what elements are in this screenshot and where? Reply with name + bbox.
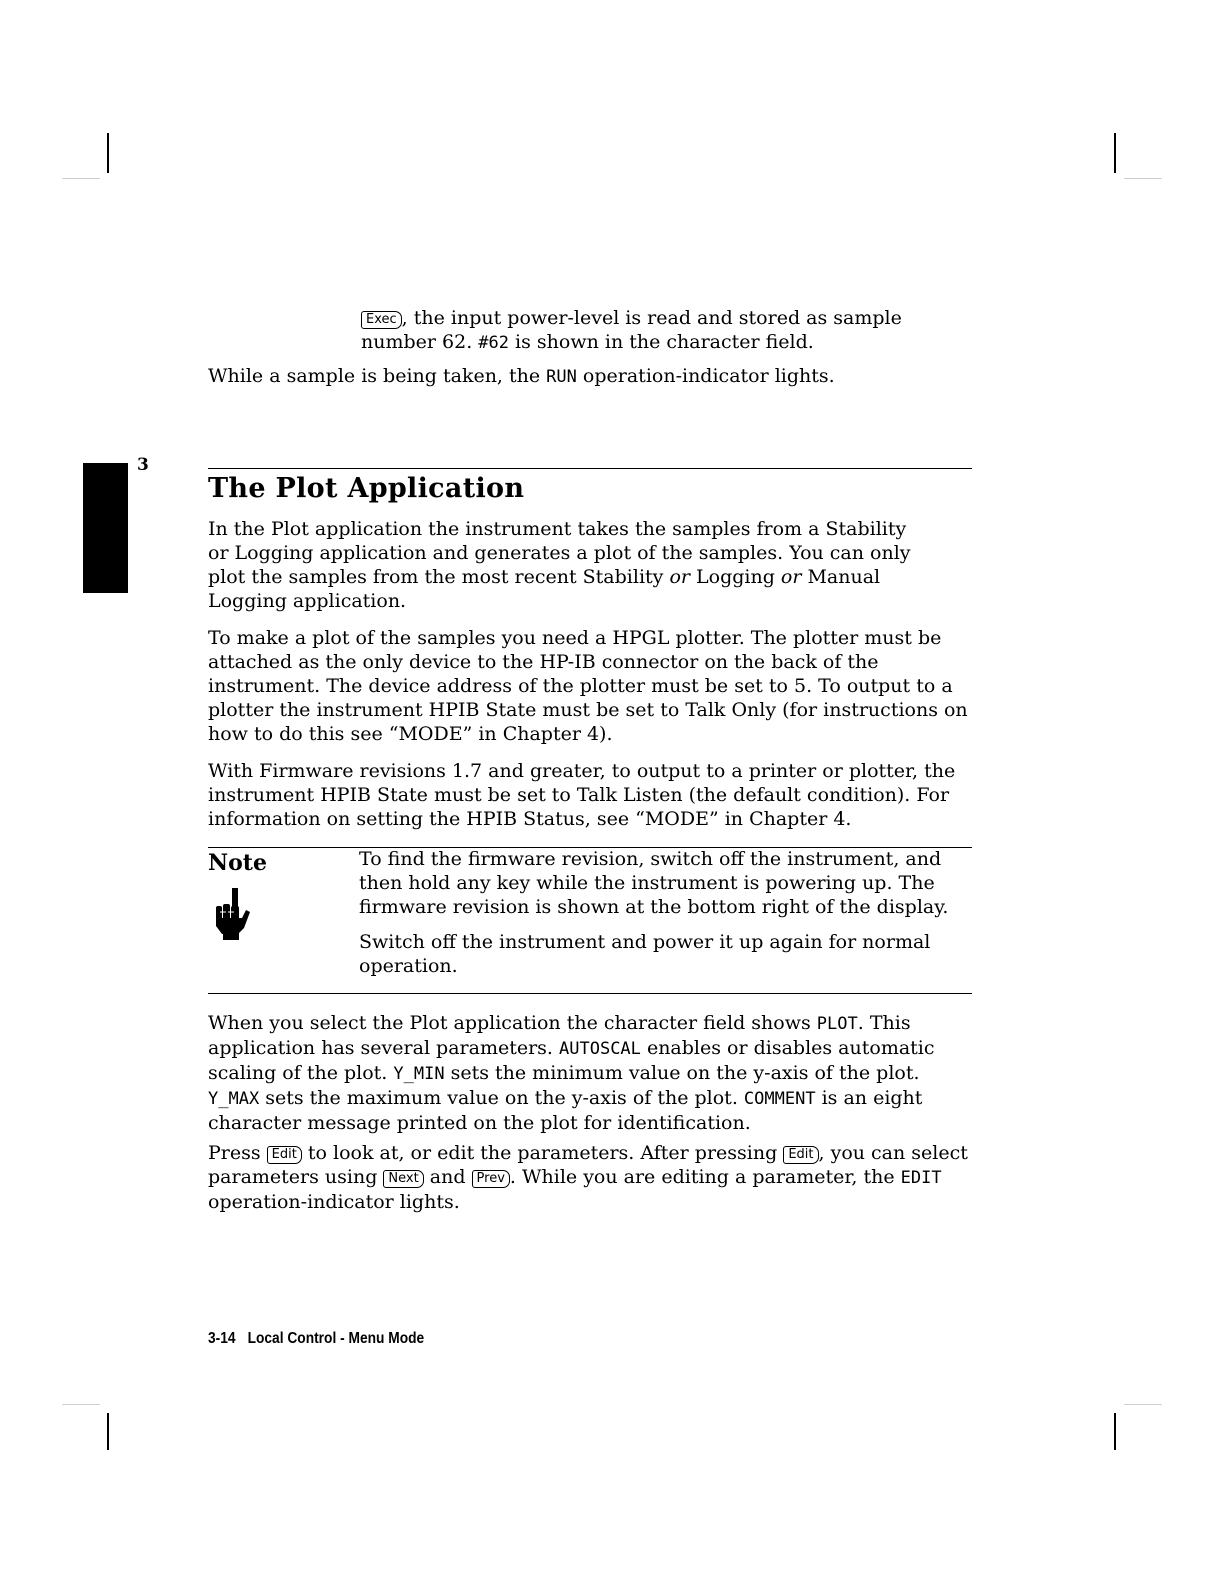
ymax-code: Y_MAX — [208, 1089, 260, 1109]
exec-key: Exec — [361, 311, 402, 329]
plot-code: PLOT — [816, 1014, 858, 1034]
edit-key-2: Edit — [783, 1146, 818, 1164]
crop-mark-bottom-left — [107, 1413, 109, 1450]
crop-mark-top-right — [1114, 133, 1116, 173]
comment-code: COMMENT — [743, 1089, 816, 1109]
footer-title: Local Control - Menu Mode — [247, 1330, 425, 1347]
params-paragraph: When you select the Plot application the character field shows PLOT. This application has several parameters. AUTOSCAL enables or disables automatic scaling of the plot. Y_MIN sets the minimum value on the y-axis of the plot. Y_MAX sets the maximum value on the y-axis of the plot. COMMENT is an eight character message printed on the plot for identification. — [208, 1012, 935, 1134]
crop-hairline-top-left — [62, 178, 100, 179]
edit-key: Edit — [267, 1146, 302, 1164]
intro-line-3: While a sample is being taken, the RUN operation-indicator lights. — [208, 365, 835, 387]
note-rule-bottom — [208, 993, 972, 994]
section-para-2: To make a plot of the samples you need a HPGL plotter. The plotter must be attached as the only device to the HP-IB connector on the back of the instrument. The device address of the plotter must be set to 5. To output to a plotter the instrument HPIB State must be set to Talk Only (for instructions on how to do this see “MODE” in Chapter 4). — [208, 627, 968, 745]
note-para-1: To find the firmware revision, switch off the instrument, and then hold any key while the instrument is powering up. The firmware revision is shown at the bottom right of the display. — [359, 848, 949, 918]
section-para-1: In the Plot application the instrument takes the samples from a Stability or Logging application and generates a plot of the samples. You can only plot the samples from the most recent Stability or Logging or Manual Logging application. — [208, 518, 911, 612]
press-paragraph: Press Edit to look at, or edit the parameters. After pressing Edit , you can select parameters using Next and Prev . While you are editing a parameter, the EDIT operation-indicator lights. — [208, 1142, 968, 1213]
autoscal-code: AUTOSCAL — [559, 1039, 641, 1059]
crop-mark-bottom-right — [1114, 1413, 1116, 1450]
intro-line-1: Exec , the input power-level is read and stored as sample number 62. #62 is shown in the character field. — [361, 307, 902, 353]
section-para-3: With Firmware revisions 1.7 and greater, to output to a printer or plotter, the instrument HPIB State must be set to Talk Listen (the default condition). For information on setting the HPIB Status, see “MODE” in Chapter 4. — [208, 760, 956, 830]
crop-hairline-bottom-left — [62, 1404, 100, 1405]
note-para-2: Switch off the instrument and power it up again for normal operation. — [359, 931, 931, 977]
section-title: The Plot Application — [208, 473, 525, 504]
prev-key: Prev — [472, 1170, 510, 1188]
crop-mark-top-left — [107, 133, 109, 173]
note-heading: Note — [208, 850, 267, 876]
crop-hairline-bottom-right — [1124, 1404, 1162, 1405]
next-key: Next — [383, 1170, 423, 1188]
page-number: 3-14 — [208, 1330, 236, 1347]
edit-code: EDIT — [900, 1168, 942, 1188]
page-footer — [208, 1330, 424, 1348]
ymin-code: Y_MIN — [393, 1064, 445, 1084]
sample-code: #62 — [478, 333, 509, 353]
crop-hairline-top-right — [1124, 178, 1162, 179]
chapter-number: 3 — [137, 455, 149, 475]
run-code: RUN — [546, 367, 577, 387]
chapter-tab — [83, 463, 128, 593]
pointing-hand-icon — [212, 888, 252, 940]
section-rule — [208, 468, 972, 469]
